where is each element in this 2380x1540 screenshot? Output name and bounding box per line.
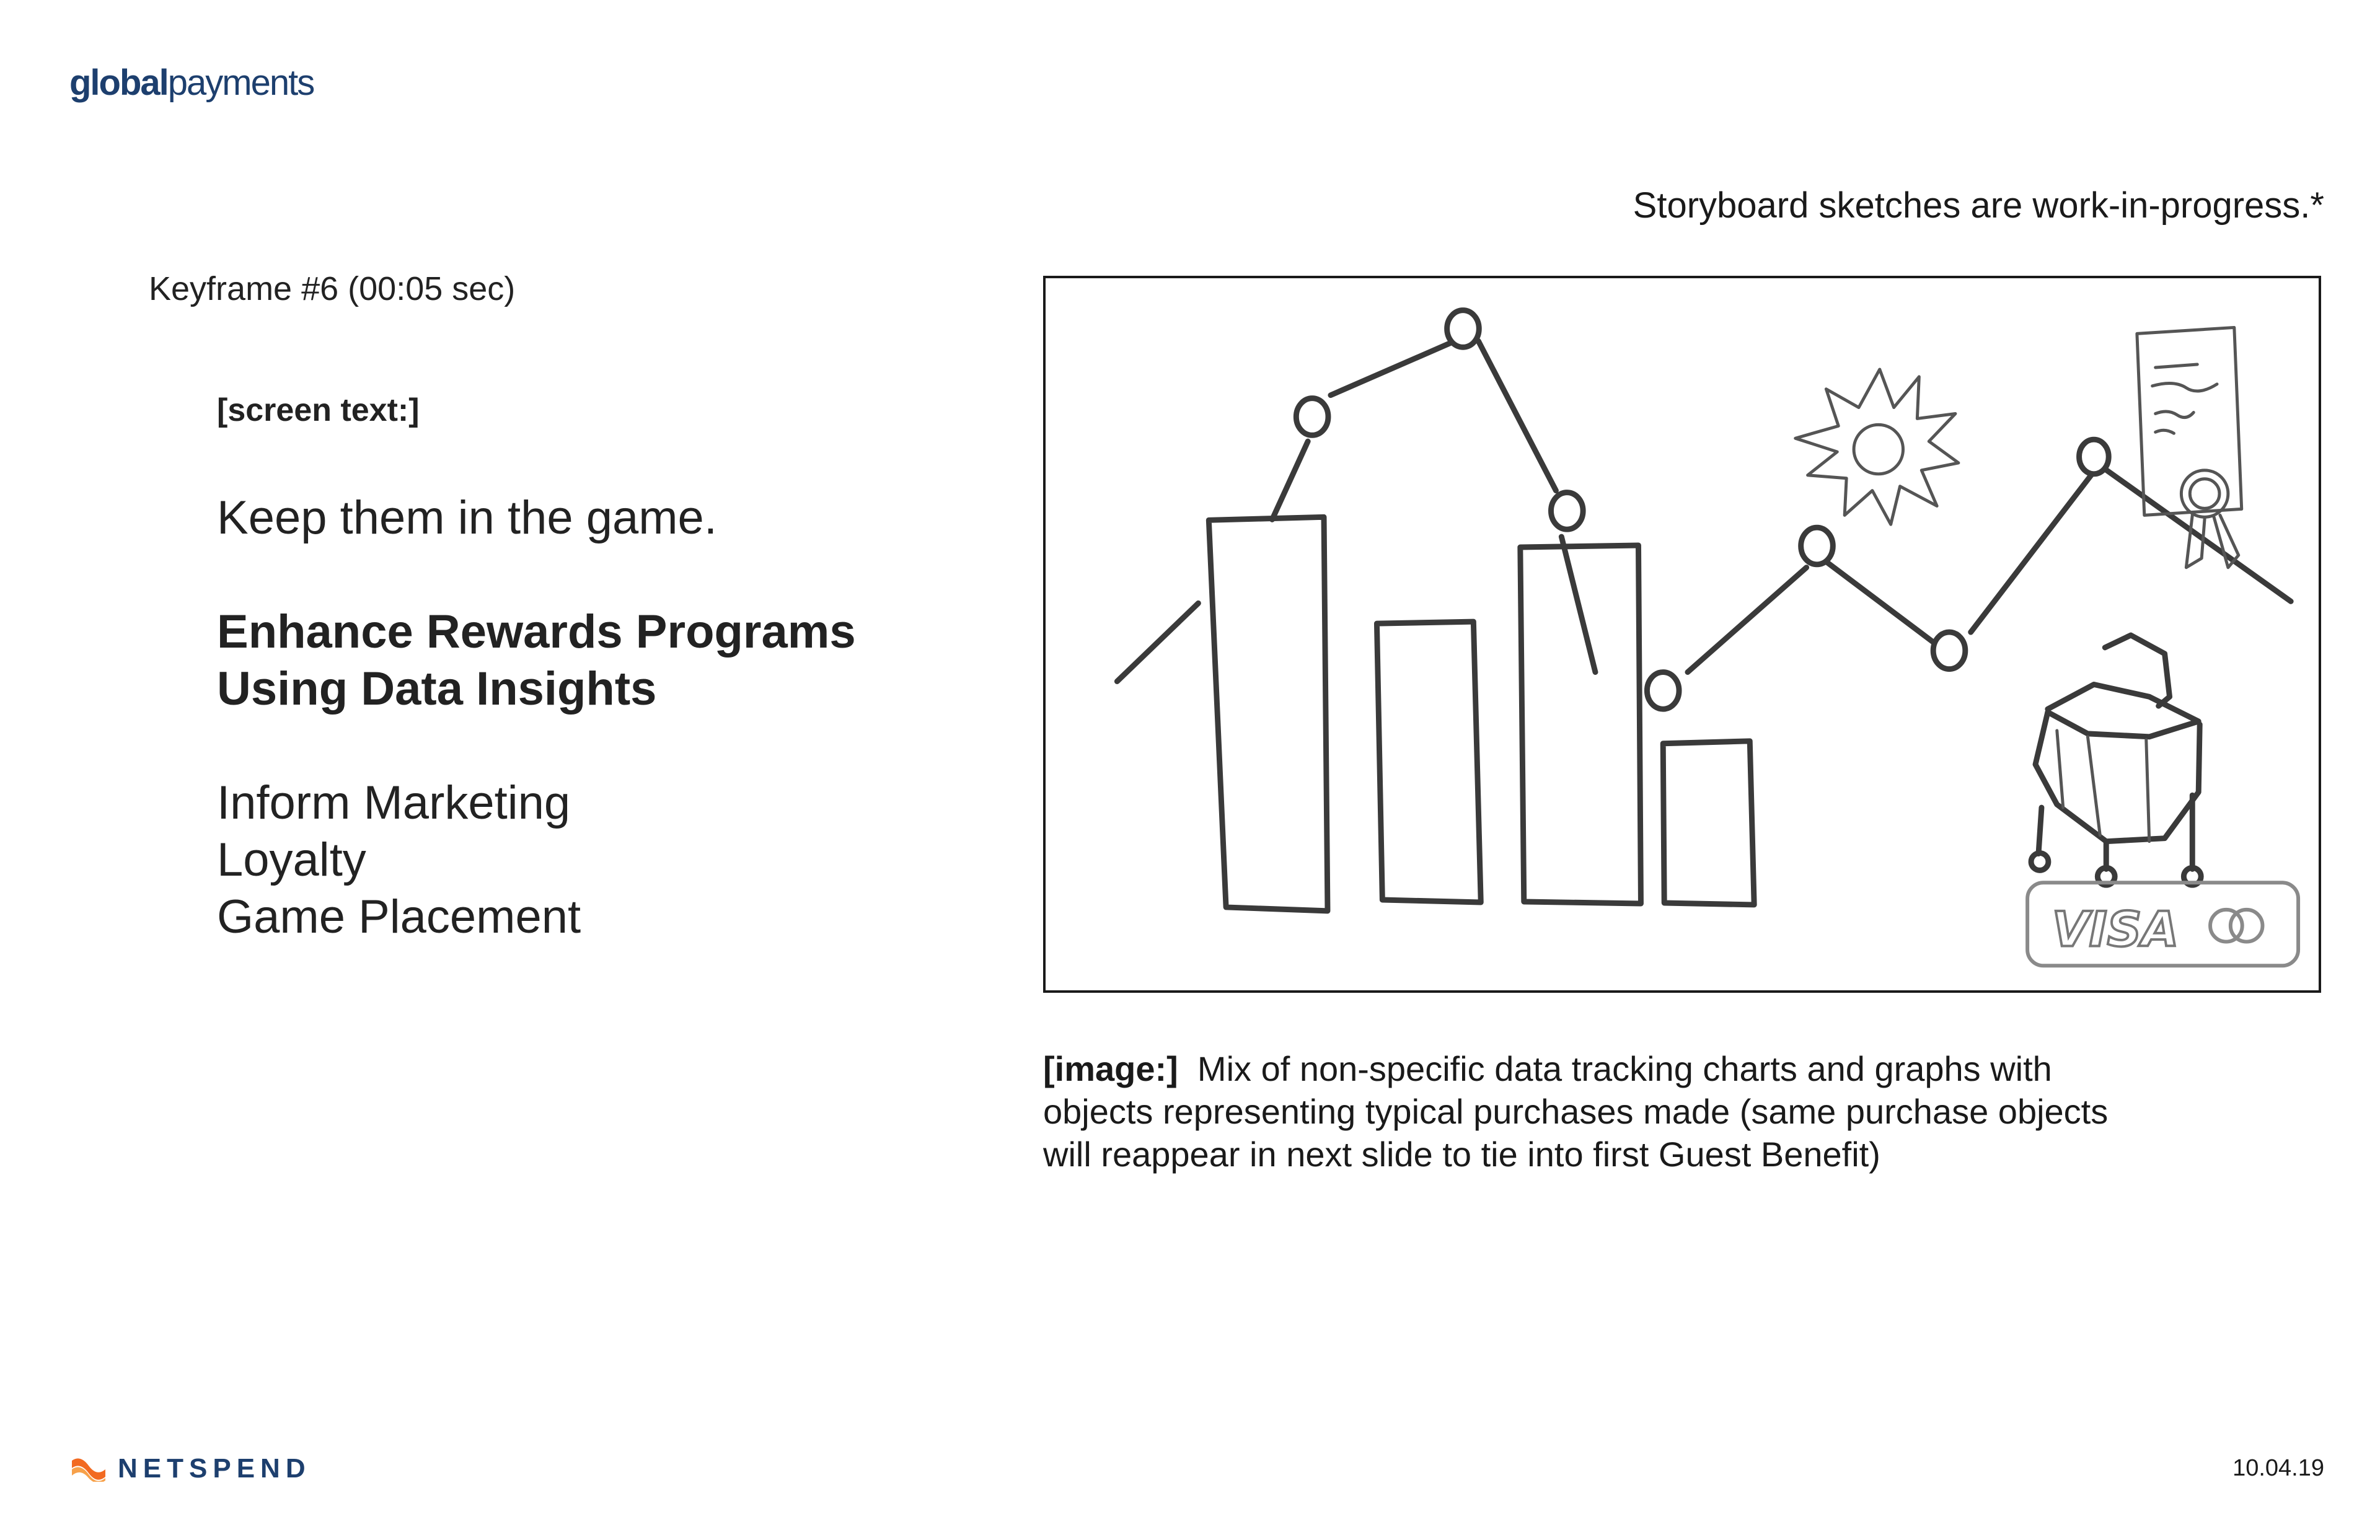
storyboard-sketch-frame xyxy=(1043,276,2321,993)
image-caption-line-3: will reappear in next slide to tie into first Guest Benefit) xyxy=(1043,1135,1880,1174)
image-caption-label: [image:] xyxy=(1043,1049,1178,1088)
screen-line-marketing: Inform Marketing xyxy=(217,777,571,829)
ribbon-sketch xyxy=(2181,470,2238,568)
visa-logo-sketch: VISA xyxy=(2052,902,2179,958)
netspend-logo xyxy=(69,1453,311,1484)
keyframe-label: Keyframe #6 (00:05 sec) xyxy=(149,270,516,307)
image-caption xyxy=(1043,1047,2252,1176)
bar-chart-sketch xyxy=(1209,517,1754,911)
netspend-wordmark: NETSPEND xyxy=(118,1453,311,1484)
screen-line-loyalty: Loyalty xyxy=(217,834,366,886)
screen-line-tagline: Keep them in the game. xyxy=(217,491,717,544)
credit-card-sketch xyxy=(2027,882,2298,966)
screen-line-heading-1: Enhance Rewards Programs xyxy=(217,605,856,658)
globalpayments-logo: globalpayments xyxy=(69,63,314,103)
shopping-cart-sketch xyxy=(2031,635,2201,885)
sun-sketch xyxy=(1796,369,1959,524)
disclaimer-text: Storyboard sketches are work-in-progress.* xyxy=(1633,185,2324,226)
screen-line-game-placement: Game Placement xyxy=(217,891,581,943)
slide-date: 10.04.19 xyxy=(2232,1455,2324,1481)
screen-text-label: [screen text:] xyxy=(217,392,420,428)
screen-line-heading-2: Using Data Insights xyxy=(217,662,657,715)
image-caption-line-1: Mix of non-specific data tracking charts and graphs with xyxy=(1197,1049,2052,1088)
netspend-mark-icon xyxy=(69,1456,108,1482)
image-caption-line-2: objects representing typical purchases made (same purchase objects xyxy=(1043,1092,2109,1131)
screen-text-block xyxy=(217,490,1023,946)
storyboard-sketch xyxy=(1046,278,2319,990)
line-graph-sketch xyxy=(1117,310,2291,710)
